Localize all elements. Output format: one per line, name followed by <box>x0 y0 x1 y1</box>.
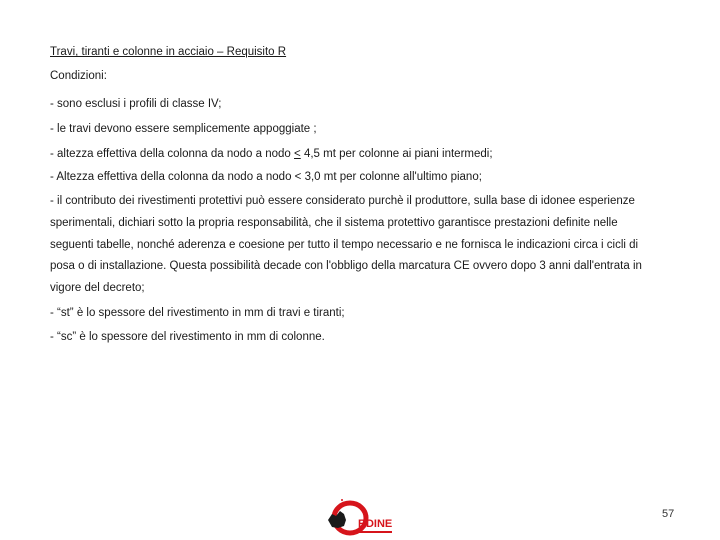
paragraph-line: sperimentali, dichiari sotto la propria responsabilità, che il sistema protettivo garantisce prestazioni definite nelle <box>50 217 618 229</box>
paragraph-line: vigore del decreto; <box>50 282 145 294</box>
ordine-logo <box>322 494 398 538</box>
definition-st: - “st” è lo spessore del rivestimento in mm di travi e tiranti; <box>50 307 345 319</box>
condition-class-iv: - sono esclusi i profili di classe IV; <box>50 98 222 110</box>
condition-text-end: 4,5 mt per colonne ai piani intermedi; <box>300 148 493 160</box>
condition-column-height-intermediate <box>50 148 493 160</box>
page-number: 57 <box>662 508 675 520</box>
condition-column-height-top: - Altezza effettiva della colonna da nodo a nodo < 3,0 mt per colonne all'ultimo piano; <box>50 171 482 183</box>
slide-title: Travi, tiranti e colonne in acciaio – Requisito R <box>50 46 287 58</box>
definition-sc: - “sc” è lo spessore del rivestimento in mm di colonne. <box>50 331 325 343</box>
conditions-label: Condizioni: <box>50 70 107 82</box>
paragraph-line: - il contributo dei rivestimenti protettivi può essere considerato purchè il produttore, sulla base di idonee esperienze <box>50 195 635 207</box>
logo-text: RDINE <box>358 518 393 530</box>
paragraph-line: posa o di installazione. Questa possibilità decade con l'obbligo della marcatura CE ovvero dopo 3 anni dall'entrata in <box>50 260 642 272</box>
condition-beams: - le travi devono essere semplicemente appoggiate ; <box>50 123 317 135</box>
less-equal-symbol: < <box>294 148 301 160</box>
paragraph-line: seguenti tabelle, nonché aderenza e coesione per tutto il tempo necessario e ne fornisca le indicazioni circa i cicli di <box>50 239 639 251</box>
condition-text-start: - altezza effettiva della colonna da nodo a nodo <box>50 148 295 160</box>
